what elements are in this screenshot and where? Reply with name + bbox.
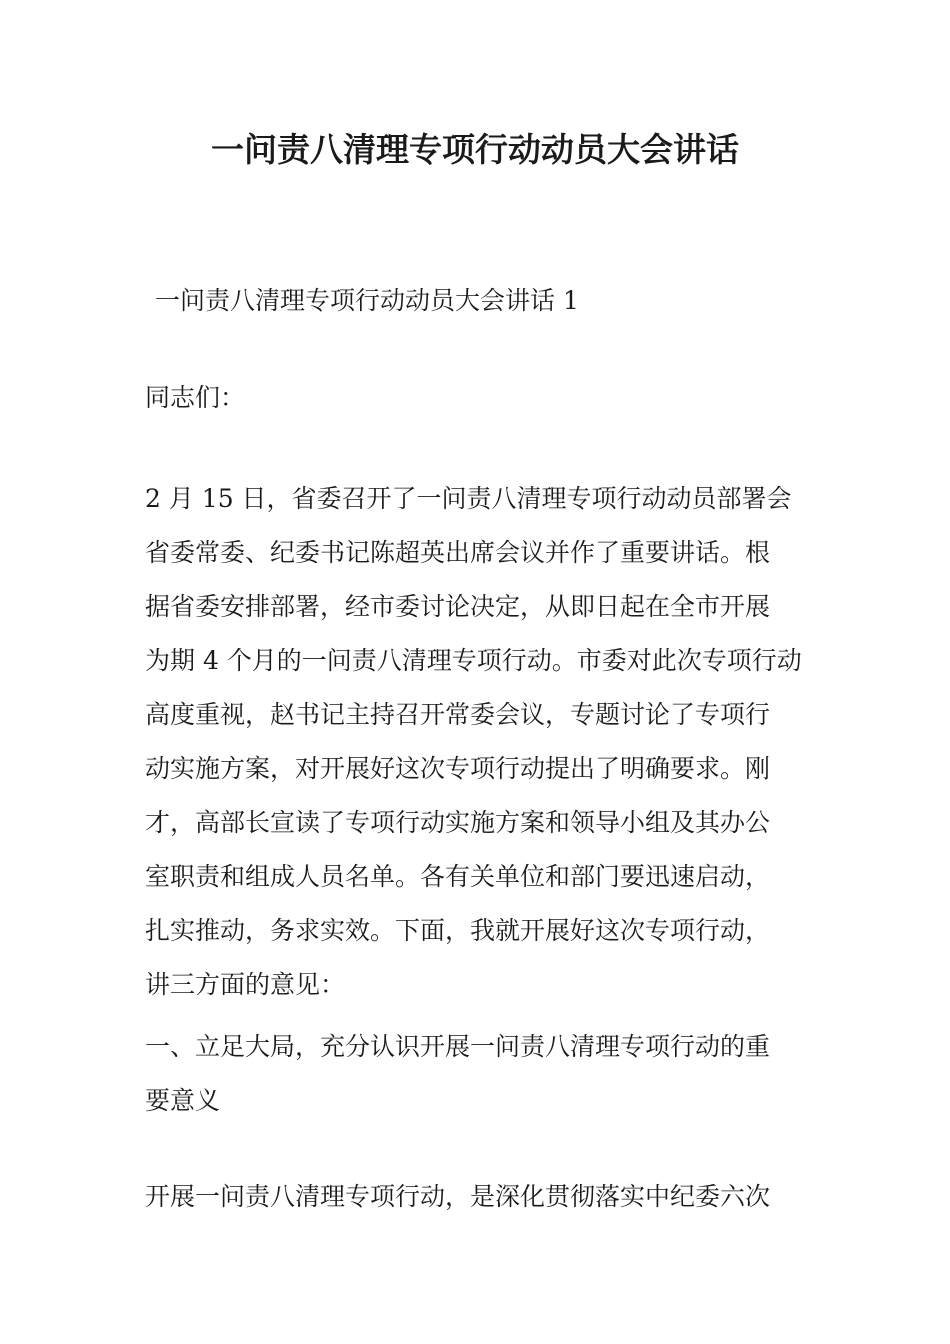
heading-line: 一、立足大局，充分认识开展一问责八清理专项行动的重 [145,1032,771,1061]
section-heading-1 [145,1020,815,1128]
paragraph-section-1 [145,1170,815,1224]
document-title: 一问责八清理专项行动动员大会讲话 [211,130,739,169]
paragraph-line: 扎实推动，务求实效。下面，我就开展好这次专项行动， [145,916,771,945]
paragraph-line: 开展一问责八清理专项行动，是深化贯彻落实中纪委六次 [145,1182,771,1211]
heading-line: 要意义 [145,1086,221,1115]
document-subtitle: 一问责八清理专项行动动员大会讲话 1 [155,286,579,315]
paragraph-line: 高度重视，赵书记主持召开常委会议，专题讨论了专项行 [145,700,771,729]
paragraph-line: 为期 4 个月的一问责八清理专项行动。市委对此次专项行动 [145,646,802,675]
paragraph-line: 室职责和组成人员名单。各有关单位和部门要迅速启动， [145,862,771,891]
paragraph-intro [145,472,815,1012]
paragraph-line: 据省委安排部署，经市委讨论决定，从即日起在全市开展 [145,592,771,621]
paragraph-line: 动实施方案，对开展好这次专项行动提出了明确要求。刚 [145,754,771,783]
paragraph-line: 才，高部长宣读了专项行动实施方案和领导小组及其办公 [145,808,771,837]
paragraph-line: 讲三方面的意见： [145,970,346,999]
paragraph-line: 2 月 15 日，省委召开了一问责八清理专项行动动员部署会 [145,484,792,513]
salutation: 同志们： [145,383,246,412]
paragraph-line: 省委常委、纪委书记陈超英出席会议并作了重要讲话。根 [145,538,771,567]
